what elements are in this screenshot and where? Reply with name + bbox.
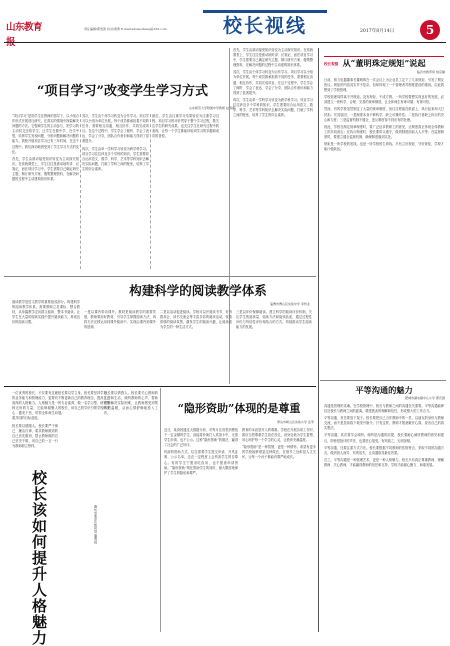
article3-p4: 校长要以情感人。校长要关心教师的工作和生活，倾听教师的心声，帮助教师解决实际困难，让教师感受到集体的温暖，从而心情舒畅地投入工作。	[104, 391, 158, 416]
article6-p3: 平等沟通，其次要学会倾听。倾听是沟通的前提，校长要耐心倾听教师的意见和建议，即使是批评的声音，也要虚心接受，有则改之，无则加勉。	[324, 433, 444, 443]
article2-title: 构建科学的阅读教学体系	[129, 283, 267, 298]
article4-col1	[164, 428, 238, 632]
article5-p5: 规矩是一所学校的底线，也是一所学校的生命线。只有立好规矩、守好规矩，学校才能行稳致远。	[324, 142, 444, 152]
article6-p5: 总之，平等沟通是一种管理艺术，更是一种人格魅力。校长只有真正尊重教师、理解教师、关心教师，才能赢得教师的信任和支持，学校才能凝心聚力、和谐发展。	[324, 457, 444, 467]
article2-p4: 三是以评价保障阅读。建立科学的阅读评价机制，关注学生的阅读量、阅读方法和阅读品质，通过过程性评价与终结性评价相结合的方式，持续推动学生阅读能力的发展。	[236, 310, 312, 330]
column-divider	[318, 48, 319, 632]
article3-col3	[104, 391, 158, 631]
article4-p1: 近日，某高校通过大数据分析，对每月在食堂消费低于一定金额的学生，直接将补助打入其饭卡中，无需学生申请，也不公示。这种“隐形资助”的做法，赢得了社会的广泛好评。	[164, 428, 238, 448]
article6-title: 平等沟通的魅力	[355, 385, 413, 395]
article1-col1	[12, 114, 79, 272]
banner-title: 校长视线	[222, 15, 307, 37]
article4-p3: 教育的本质是对人的尊重。学校在开展各项工作时，都应当把尊重学生放在首位，设身处地为学生着想，用心呵护每一个学生的心灵，让教育充满温度。	[242, 428, 316, 443]
section-banner	[203, 10, 327, 38]
article5-p4: 因此，学校在制定规章制度时，要广泛征求教职工的意见，让制度真正体现全体教职工的共同意志；在执行制度时，校长要带头遵守，做到制度面前人人平等；在监督制度时，要建立健全监督机制，确保制度落到实处。	[324, 124, 444, 139]
article5-kicker: 校长观察	[324, 62, 339, 66]
article5-byline: 临沂市教育局 柏京翰	[417, 70, 445, 74]
article5-p1: 日前，格力电器董事长董明珠在一次会议上为企业员工定下了几条规矩，引发了网友热议。规矩的内容其实并不复杂，但却体现了一个管理者对制度建设的重视。由此我想到了学校管理。	[324, 78, 444, 93]
article2-byline: 淄博市博山区实验中学 李传业	[270, 302, 310, 306]
page-number: 5	[425, 23, 435, 37]
article2-p3: 二是以活动促进阅读。学校可以开展读书节、好书推荐会、读书交流会等丰富多彩的阅读活动，营造浓厚的阅读氛围，激发学生的阅读兴趣，让阅读成为学生的一种生活方式。	[160, 310, 232, 330]
article2-col4	[236, 310, 312, 382]
header-date: 2017年8月14日	[360, 29, 395, 34]
article2-cont-p1: 首先，学生由被动接受知识转变为主动探究知识。在传统课堂上，学生往往是被动地听讲、记笔记，而在项目学习中，学生需要自己确定研究主题、制订研究方案、搜集整理资料，在解决问题的过程中主动建构知识体系。	[233, 48, 313, 68]
article4-byline: 青岛市崂山区实验小学 张军	[277, 420, 314, 424]
article6-p2: 平等沟通，首先要放下架子。校长要把自己当作教师中的一员，以朋友的身份与教师交流，而不是居高临下地发号施令。只有这样，教师才愿意敞开心扉，说出自己的真实想法。	[324, 416, 444, 431]
masthead-text: 山东教育报	[6, 22, 43, 48]
article5-body	[324, 78, 444, 288]
header-meta: 责任编辑/郭贵善 校对/黄勇 E-mail:sdxiaozhang@163.com	[84, 27, 167, 31]
article3-vertical-byline: 潍坊市寒亭区教育局 康明超	[93, 505, 97, 544]
article1-col2	[82, 114, 149, 272]
article6-byline: 肥城市湖屯镇中心小学 郭庆国	[405, 396, 445, 400]
article1-p3: 其次，学生由个体学习转变为合作学习。项目学习以小组为单位开展，每个成员都承担着不同的任务，需要相互沟通、相互协作，共同完成项目。在这个过程中，学生学会了倾听、学会了表达、学会了分享，团队合作意识和能力得到了显著提升。	[82, 114, 149, 144]
article6-p4: 平等沟通，还要注重方式方法。校长要根据不同教师的性格特点，采取不同的沟通方式，做到因人而异、有的放矢，让沟通取得最佳效果。	[324, 445, 444, 455]
masthead-logo	[6, 20, 50, 48]
article2-col1	[12, 300, 80, 382]
article-divider	[4, 386, 316, 387]
article4-p2: 传统的资助方式，往往需要学生提交申请、开具证明、公示名单，这在一定程度上会伤害学生的自尊心。有的学生宁愿省吃俭用，也不愿意申请资助。“隐形资助”则在帮助学生的同时，最大限度地保护了学生的隐私和尊严。	[164, 450, 238, 475]
banner-stripe-top	[203, 10, 327, 13]
article2-col3	[160, 310, 232, 382]
header-rule	[4, 42, 446, 43]
page-number-badge	[420, 20, 440, 40]
article2-p1: 阅读教学是语文教学的重要组成部分。构建科学的阅读教学体系，需要教师立足课标、整合教材，从单篇教学走向群文阅读、整本书阅读，让学生在大量的阅读实践中提升阅读能力，养成良好的阅读习惯。	[12, 300, 80, 325]
article3-p1: 一位优秀的校长，不仅要有过硬的业务能力和管理能力，更要有高尚的人格魅力。人格魅力是一种无形的力量，它能够凝聚人心、激发干劲，带领全体师生向着共同的目标奋进。	[12, 391, 58, 421]
article6-body	[324, 404, 444, 632]
article1-col-divider	[150, 114, 151, 269]
article-divider	[4, 276, 316, 277]
column-divider	[160, 388, 161, 632]
article2-p2: 一是以课内带动课外。教材是阅读教学的重要凭借，教师要用好教材，引导学生掌握阅读方法，再将方法迁移运用到课外阅读中，实现由课内到课外的延伸。	[84, 310, 156, 330]
article1-p4: 再次，学生由单一学科学习转变为跨学科学习。项目学习往往涉及多个学科的知识，学生需要综合运用语文、数学、科学、艺术等学科知识去解决实际问题，打破了学科之间的壁垒，培养了学生的综合素养。	[82, 146, 149, 171]
article2-cont-p3: 再次，学生由单一学科学习转变为跨学科学习。项目学习往往涉及多个学科的知识，学生需要综合运用语文、数学、科学、艺术等学科知识去解决实际问题，打破了学科之间的壁垒，培养了学生的综合素养。	[233, 97, 313, 118]
article3-p3: 校长要以学立身。校长要坚持学习，不断更新自己的教育理念，提高自己的专业素养，做一名学习型、研究型的校长，用自己的学识引领学校的发展。	[58, 391, 110, 416]
article4-p4: “隐形资助”是一种智慧，更是一种情怀。希望有更多的学校能够借鉴这种做法，在细节之处彰显人文关怀，让每一个孩子都能有尊严地成长。	[242, 445, 316, 460]
article-divider	[320, 380, 446, 381]
article1-p2: 首先，学生由被动接受知识转变为主动探究知识。在传统课堂上，学生往往是被动地听讲、记笔记，而在项目学习中，学生需要自己确定研究主题、制订研究方案、搜集整理资料，在解决问题的过程中主动建构知识体系。	[12, 156, 79, 182]
article1-title: “项目学习”改变学生学习方式	[37, 84, 208, 99]
article4-title: “隐形资助”体现的是尊重	[177, 402, 301, 415]
article2-cont-p2: 其次，学生由个体学习转变为合作学习。项目学习以小组为单位开展，每个成员都承担着不同的任务，需要相互沟通、相互协作，共同完成项目。在这个过程中，学生学会了倾听、学会了表达、学会了分享，团队合作意识和能力得到了显著提升。	[233, 70, 313, 95]
article1-col3	[152, 114, 219, 272]
article1-col-divider	[80, 114, 81, 269]
article6-p1: 沟通是管理的灵魂。在学校管理中，校长与教师之间的沟通至关重要。平等沟通能够拉近校长与教师之间的距离，增进彼此的理解和信任，形成强大的工作合力。	[324, 404, 444, 414]
article4-col2	[242, 428, 316, 632]
article5-p3: 然而，有的学校虽然制定了大量的规章制度，但往往停留在纸面上，执行起来却大打折扣。究其原因，一是制度本身不够科学，缺乏可操作性；二是执行者缺乏执行的决心和力度；三是监督机制不健全，违反制度得不到应有的处理。	[324, 107, 444, 122]
article1-byline: 山东师范大学附属中学教师 赵春燕	[189, 106, 235, 110]
article5-p2: 学校管理同样离不开规矩。没有规矩，不成方圆。一所学校要想实现良好的发展，必须建立一套科学、合理、完善的规章制度，让全体师生有章可循、有规可依。	[324, 95, 444, 105]
article2-col2	[84, 310, 156, 382]
article2-continuation	[233, 48, 313, 260]
article1-p5: 最后，学生由注重学习结果转变为注重学习过程。项目学习的评价贯穿于整个学习过程，既关注学生的研究成果，也关注学生在研究过程中的表现，让每一个学生都能体验到学习的乐趣和成功的喜悦。	[152, 114, 219, 139]
article3-col2	[58, 391, 110, 471]
article3-p2: 校长要以德服人。校长要严于律己、廉洁自律，要求教师做到的自己首先做到，禁止教师做的自己坚决不做，用自己的一言一行为教师树立榜样。	[12, 423, 58, 448]
article1-p1: “项目学习”是指学生在教师的指导下，以小组合作形式开展项目研究，在真实的情境中探索解决问题的方法。它强调学生的主动参与，把学习的主动权交还给学生，让学生在做中学、在学中思，培养学生发现问题、分析问题和解决问题的能力。我校开展项目学习已有三年时间，在这个过程中，我们深切地感受到了学生学习方式的变化。	[12, 114, 79, 154]
article3-vertical-title: 校长该如何提升人格魅力	[30, 470, 48, 646]
article5-title: 从“董明珠定规矩”说起	[342, 58, 426, 68]
